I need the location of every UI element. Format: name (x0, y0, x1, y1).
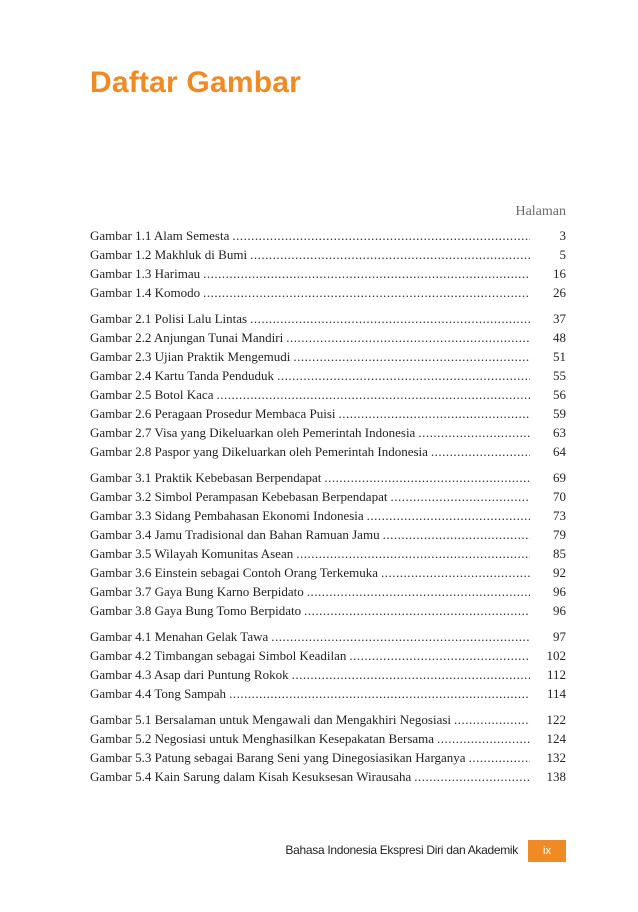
figure-entry[interactable] (90, 710, 566, 729)
figure-entry[interactable] (90, 226, 566, 245)
figure-page-number: 64 (553, 444, 566, 459)
figure-group (90, 226, 566, 302)
dot-leader (469, 748, 530, 767)
figure-page-number: 5 (559, 247, 566, 262)
figure-page-number: 79 (553, 527, 566, 542)
figure-page-number: 122 (546, 712, 566, 727)
figure-title: Gambar 3.1 Praktik Kebebasan Berpendapat (90, 470, 322, 485)
figure-entry[interactable] (90, 283, 566, 302)
figure-title: Gambar 5.3 Patung sebagai Barang Seni yang Dinegosiasikan Harganya (90, 750, 466, 765)
figure-title: Gambar 5.1 Bersalaman untuk Mengawali dan Mengakhiri Negosiasi (90, 712, 452, 727)
figure-entry[interactable] (90, 646, 566, 665)
figure-entry[interactable] (90, 309, 566, 328)
figure-group (90, 468, 566, 620)
figure-page-number: 124 (546, 731, 566, 746)
dot-leader (304, 601, 530, 620)
figure-entry[interactable] (90, 601, 566, 620)
figure-entry[interactable] (90, 627, 566, 646)
figure-entry[interactable] (90, 525, 566, 544)
figure-entry[interactable] (90, 544, 566, 563)
figure-entry[interactable] (90, 404, 566, 423)
figure-entry[interactable] (90, 442, 566, 461)
dot-leader (390, 487, 530, 506)
figure-page-number: 97 (553, 629, 566, 644)
dot-leader (349, 646, 530, 665)
dot-leader (203, 264, 530, 283)
figure-page-number: 26 (553, 285, 566, 300)
figure-title: Gambar 3.2 Simbol Perampasan Kebebasan Berpendapat (90, 489, 388, 504)
figure-entry[interactable] (90, 729, 566, 748)
footer-book-title: Bahasa Indonesia Ekspresi Diri dan Akademik (285, 843, 518, 857)
dot-leader (324, 468, 530, 487)
figure-title: Gambar 3.5 Wilayah Komunitas Asean (90, 546, 294, 561)
figure-title: Gambar 2.1 Polisi Lalu Lintas (90, 311, 248, 326)
figure-title: Gambar 3.6 Einstein sebagai Contoh Orang Terkemuka (90, 565, 379, 580)
dot-leader (293, 347, 530, 366)
figure-entry[interactable] (90, 582, 566, 601)
figure-page-number: 63 (553, 425, 566, 440)
figure-title: Gambar 5.2 Negosiasi untuk Menghasilkan Kesepakatan Bersama (90, 731, 435, 746)
figure-title: Gambar 2.5 Botol Kaca (90, 387, 214, 402)
figure-page-number: 56 (553, 387, 566, 402)
figure-entry[interactable] (90, 264, 566, 283)
figure-entry[interactable] (90, 245, 566, 264)
dot-leader (250, 245, 530, 264)
dot-leader (292, 665, 530, 684)
dot-leader (277, 366, 530, 385)
figure-entry[interactable] (90, 385, 566, 404)
figure-page-number: 70 (553, 489, 566, 504)
dot-leader (229, 684, 530, 703)
figure-title: Gambar 4.2 Timbangan sebagai Simbol Keadilan (90, 648, 347, 663)
dot-leader (339, 404, 531, 423)
figure-entry[interactable] (90, 684, 566, 703)
dot-leader (454, 710, 530, 729)
dot-leader (271, 627, 530, 646)
page-column-header: Halaman (515, 204, 566, 219)
page-title: Daftar Gambar (90, 66, 302, 99)
figure-title: Gambar 5.4 Kain Sarung dalam Kisah Kesuksesan Wirausaha (90, 769, 412, 784)
figure-entry[interactable] (90, 487, 566, 506)
figure-title: Gambar 1.2 Makhluk di Bumi (90, 247, 248, 262)
dot-leader (437, 729, 530, 748)
figure-entry[interactable] (90, 767, 566, 786)
figure-page-number: 51 (553, 349, 566, 364)
dot-leader (250, 309, 530, 328)
figure-page-number: 96 (553, 603, 566, 618)
figure-title: Gambar 4.1 Menahan Gelak Tawa (90, 629, 269, 644)
figure-entry[interactable] (90, 468, 566, 487)
figure-page-number: 48 (553, 330, 566, 345)
figure-title: Gambar 3.8 Gaya Bung Tomo Berpidato (90, 603, 302, 618)
figure-page-number: 3 (559, 228, 566, 243)
figure-page-number: 73 (553, 508, 566, 523)
figure-page-number: 16 (553, 266, 566, 281)
dot-leader (296, 544, 530, 563)
dot-leader (431, 442, 530, 461)
dot-leader (381, 563, 530, 582)
figure-title: Gambar 1.4 Komodo (90, 285, 201, 300)
figure-group (90, 710, 566, 786)
figure-title: Gambar 2.6 Peragaan Prosedur Membaca Puisi (90, 406, 336, 421)
figure-page-number: 59 (553, 406, 566, 421)
figure-title: Gambar 1.1 Alam Semesta (90, 228, 230, 243)
figure-page-number: 114 (546, 686, 566, 701)
figure-page-number: 85 (553, 546, 566, 561)
figure-page-number: 112 (546, 667, 566, 682)
figure-page-number: 138 (546, 769, 566, 784)
figure-entry[interactable] (90, 665, 566, 684)
figure-group (90, 309, 566, 461)
figure-page-number: 96 (553, 584, 566, 599)
dot-leader (286, 328, 530, 347)
figure-page-number: 69 (553, 470, 566, 485)
figure-list (90, 226, 566, 793)
figure-entry[interactable] (90, 563, 566, 582)
dot-leader (414, 767, 530, 786)
figure-entry[interactable] (90, 423, 566, 442)
figure-page-number: 92 (553, 565, 566, 580)
dot-leader (383, 525, 530, 544)
footer-page-number: ix (528, 840, 566, 862)
figure-title: Gambar 3.3 Sidang Pembahasan Ekonomi Indonesia (90, 508, 364, 523)
page-footer (0, 840, 638, 864)
figure-title: Gambar 3.7 Gaya Bung Karno Berpidato (90, 584, 304, 599)
dot-leader (232, 226, 530, 245)
figure-title: Gambar 2.2 Anjungan Tunai Mandiri (90, 330, 284, 345)
figure-page-number: 37 (553, 311, 566, 326)
figure-group (90, 627, 566, 703)
figure-title: Gambar 1.3 Harimau (90, 266, 201, 281)
figure-title: Gambar 2.4 Kartu Tanda Penduduk (90, 368, 275, 383)
figure-entry[interactable] (90, 328, 566, 347)
figure-title: Gambar 4.4 Tong Sampah (90, 686, 227, 701)
dot-leader (367, 506, 530, 525)
figure-entry[interactable] (90, 347, 566, 366)
figure-title: Gambar 4.3 Asap dari Puntung Rokok (90, 667, 289, 682)
dot-leader (216, 385, 530, 404)
figure-page-number: 55 (553, 368, 566, 383)
dot-leader (307, 582, 530, 601)
dot-leader (418, 423, 530, 442)
figure-entry[interactable] (90, 506, 566, 525)
dot-leader (203, 283, 530, 302)
figure-title: Gambar 3.4 Jamu Tradisional dan Bahan Ramuan Jamu (90, 527, 380, 542)
figure-title: Gambar 2.8 Paspor yang Dikeluarkan oleh Pemerintah Indonesia (90, 444, 428, 459)
figure-page-number: 102 (546, 648, 566, 663)
figure-page-number: 132 (546, 750, 566, 765)
figure-title: Gambar 2.7 Visa yang Dikeluarkan oleh Pemerintah Indonesia (90, 425, 416, 440)
figure-entry[interactable] (90, 748, 566, 767)
figure-entry[interactable] (90, 366, 566, 385)
figure-title: Gambar 2.3 Ujian Praktik Mengemudi (90, 349, 291, 364)
